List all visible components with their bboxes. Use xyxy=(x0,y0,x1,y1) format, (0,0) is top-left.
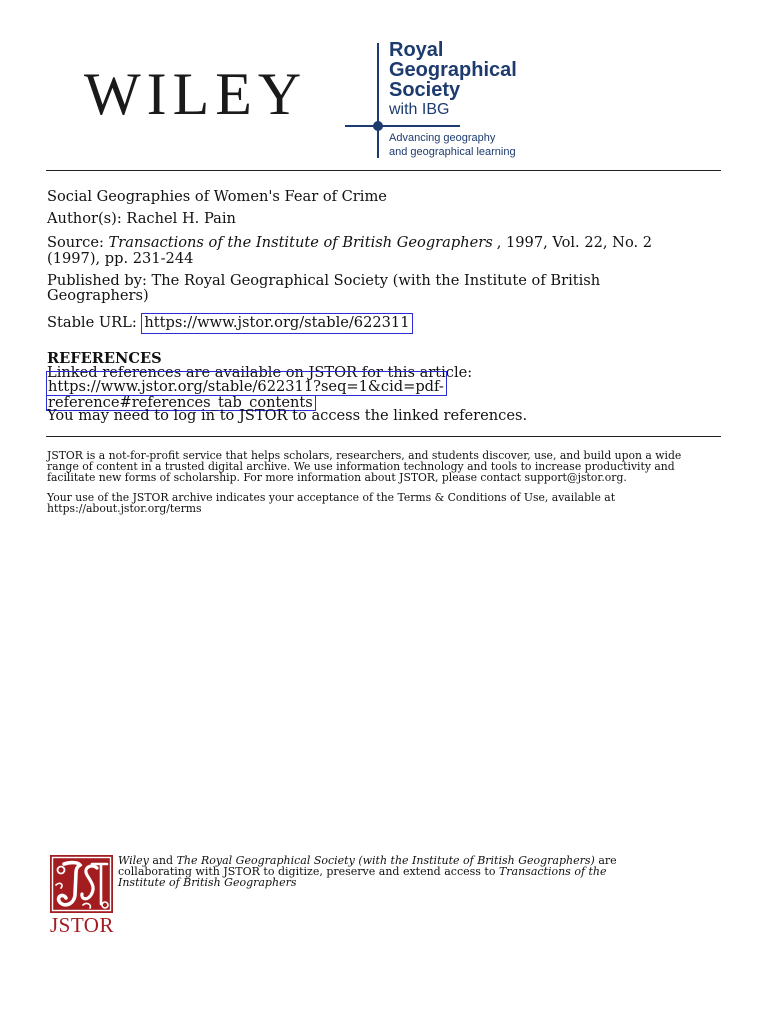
references-link[interactable]: https://www.jstor.org/stable/622311?seq=1&cid=pdf- xyxy=(46,371,447,396)
rgs-logo-tagline: Advancing geography xyxy=(389,132,496,144)
rgs-logo-tagline: and geographical learning xyxy=(389,146,516,158)
references-heading: REFERENCES xyxy=(47,350,162,367)
jstor-terms-url: https://about.jstor.org/terms xyxy=(47,502,202,515)
source-details: , 1997, Vol. 22, No. 2 xyxy=(496,234,653,251)
references-login-note: You may need to log in to JSTOR to access the linked references. xyxy=(47,407,528,424)
stable-url-line xyxy=(47,315,413,334)
authors-label: Author(s): xyxy=(47,210,127,227)
stable-url-label: Stable URL: xyxy=(47,314,142,331)
collaboration-and: and xyxy=(148,854,177,867)
source-label: Source: xyxy=(47,234,109,251)
collaboration-journal: Transactions of the xyxy=(498,865,607,878)
rgs-logo-horizontal-line xyxy=(345,125,460,127)
source-journal: Transactions of the Institute of British Geographers xyxy=(108,234,493,251)
jstor-about-line: facilitate new forms of scholarship. For more information about JSTOR, please contact support@jstor.org. xyxy=(47,471,627,484)
stable-url-link[interactable]: https://www.jstor.org/stable/622311 xyxy=(141,313,412,334)
collaboration-tail: are xyxy=(594,854,617,867)
rgs-logo-with-ibg: with IBG xyxy=(389,101,450,118)
source-details-continued: (1997), pp. 231-244 xyxy=(47,250,194,267)
rgs-logo-vertical-line xyxy=(377,43,379,158)
rgs-logo-name-line: Geographical xyxy=(389,59,517,81)
collaboration-journal-continued: Institute of British Geographers xyxy=(118,876,297,889)
collaboration-publisher: Wiley xyxy=(118,854,149,867)
authors-value: Rachel H. Pain xyxy=(126,210,236,227)
source-line xyxy=(47,235,652,251)
references-divider xyxy=(46,436,721,437)
jstor-terms-line: Your use of the JSTOR archive indicates your acceptance of the Terms & Conditions of Use, available at xyxy=(47,491,616,504)
collaboration-society: The Royal Geographical Society (with the Institute of British Geographers) xyxy=(176,854,595,867)
header-divider xyxy=(46,170,721,171)
jstor-emblem-icon xyxy=(50,855,113,913)
rgs-logo-name-line: Royal xyxy=(389,39,444,61)
jstor-about-line: JSTOR is a not-for-profit service that helps scholars, researchers, and students discover, use, and build upon a wide xyxy=(47,449,682,462)
published-by-line: Geographers) xyxy=(47,287,149,304)
jstor-wordmark: JSTOR xyxy=(50,913,114,937)
rgs-logo-name-line: Society xyxy=(389,79,461,101)
authors-line xyxy=(47,211,236,227)
article-title: Social Geographies of Women's Fear of Crime xyxy=(47,188,387,205)
references-intro: Linked references are available on JSTOR for this article: xyxy=(47,364,473,381)
rgs-logo-dot xyxy=(373,121,383,131)
references-link-continued[interactable]: reference#references_tab_contents xyxy=(46,395,316,411)
jstor-about-line: range of content in a trusted digital archive. We use information technology and tools to increase productivity and xyxy=(47,460,675,473)
collaboration-text: collaborating with JSTOR to digitize, preserve and extend access to xyxy=(118,865,499,878)
published-by-line: Published by: The Royal Geographical Society (with the Institute of British xyxy=(47,272,601,289)
wiley-logo: WILEY xyxy=(84,61,308,127)
